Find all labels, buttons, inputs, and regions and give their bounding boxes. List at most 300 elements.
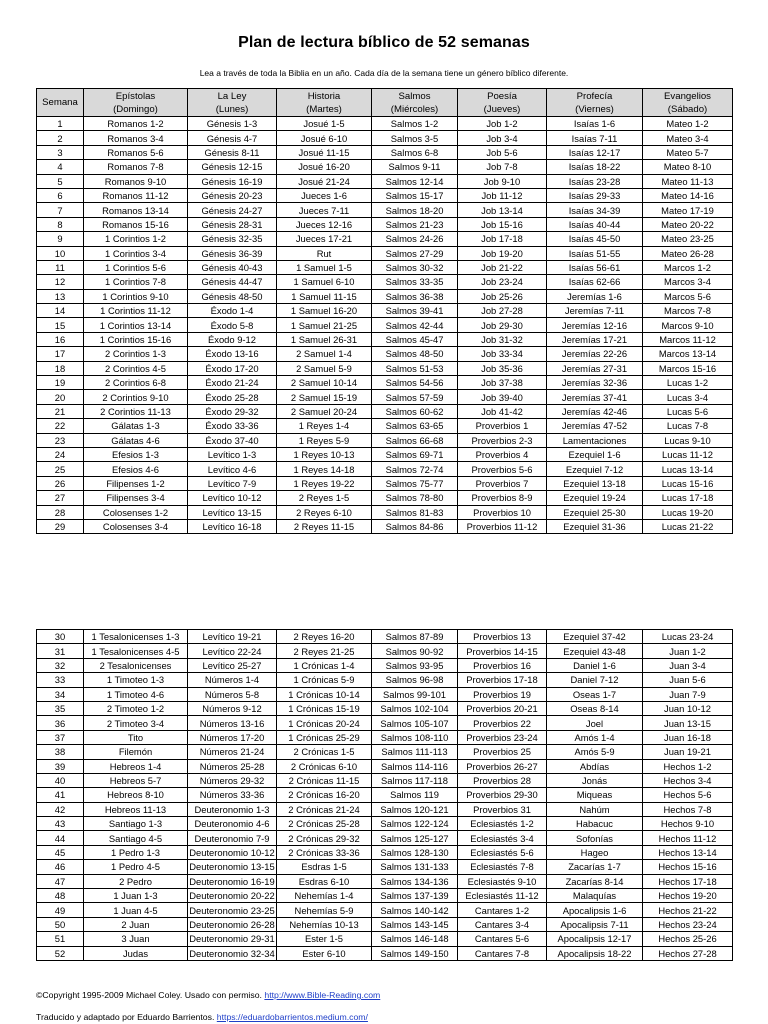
profecia-cell: Jeremías 32-36 (547, 376, 643, 390)
salmos-cell: Salmos 30-32 (372, 260, 458, 274)
evangelios-cell: Lucas 17-18 (643, 491, 733, 505)
profecia-cell: Ezequiel 25-30 (547, 505, 643, 519)
poesia-cell: Proverbios 8-9 (458, 491, 547, 505)
evangelios-cell: Hechos 23-24 (643, 917, 733, 931)
week-number: 28 (37, 505, 84, 519)
poesia-cell: Proverbios 23-24 (458, 730, 547, 744)
profecia-cell: Isaías 56-61 (547, 260, 643, 274)
table-row (37, 232, 733, 246)
week-number: 32 (37, 658, 84, 672)
epistolas-cell: Romanos 9-10 (84, 174, 188, 188)
la-ley-cell: Números 33-36 (188, 788, 277, 802)
week-number: 40 (37, 773, 84, 787)
footer-copyright (36, 990, 380, 1000)
epistolas-cell: Gálatas 4-6 (84, 433, 188, 447)
epistolas-cell: 2 Pedro (84, 874, 188, 888)
historia-cell: 1 Reyes 14-18 (277, 462, 372, 476)
table-row (37, 519, 733, 533)
evangelios-cell: Mateo 17-19 (643, 203, 733, 217)
table-row (37, 203, 733, 217)
la-ley-cell: Números 29-32 (188, 773, 277, 787)
la-ley-cell: Deuteronomio 4-6 (188, 817, 277, 831)
table-row (37, 462, 733, 476)
evangelios-cell: Mateo 8-10 (643, 160, 733, 174)
historia-cell: 1 Samuel 21-25 (277, 318, 372, 332)
historia-cell: 2 Samuel 5-9 (277, 361, 372, 375)
epistolas-cell: Efesios 1-3 (84, 447, 188, 461)
salmos-cell: Salmos 87-89 (372, 630, 458, 644)
epistolas-cell: 1 Pedro 4-5 (84, 860, 188, 874)
la-ley-cell: Génesis 1-3 (188, 117, 277, 131)
poesia-cell: Eclesiastés 7-8 (458, 860, 547, 874)
evangelios-cell: Marcos 7-8 (643, 304, 733, 318)
epistolas-cell: 1 Corintios 3-4 (84, 246, 188, 260)
epistolas-cell: Romanos 3-4 (84, 131, 188, 145)
epistolas-cell: 1 Timoteo 4-6 (84, 687, 188, 701)
salmos-cell: Salmos 90-92 (372, 644, 458, 658)
week-number: 21 (37, 404, 84, 418)
table-row (37, 745, 733, 759)
salmos-cell: Salmos 9-11 (372, 160, 458, 174)
table-row (37, 759, 733, 773)
profecia-cell: Ezequiel 37-42 (547, 630, 643, 644)
week-number: 45 (37, 845, 84, 859)
historia-cell: 2 Crónicas 33-36 (277, 845, 372, 859)
table-row (37, 903, 733, 917)
historia-cell: 2 Samuel 15-19 (277, 390, 372, 404)
la-ley-cell: Génesis 44-47 (188, 275, 277, 289)
week-number: 13 (37, 289, 84, 303)
historia-cell: Jueces 12-16 (277, 217, 372, 231)
historia-cell: 2 Crónicas 16-20 (277, 788, 372, 802)
table-row (37, 644, 733, 658)
profecia-cell: Apocalipsis 12-17 (547, 932, 643, 946)
la-ley-cell: Levítico 7-9 (188, 476, 277, 490)
historia-cell: Esdras 1-5 (277, 860, 372, 874)
table-row (37, 275, 733, 289)
poesia-cell: Proverbios 26-27 (458, 759, 547, 773)
week-number: 31 (37, 644, 84, 658)
poesia-cell: Job 39-40 (458, 390, 547, 404)
week-number: 18 (37, 361, 84, 375)
profecia-cell: Jonás (547, 773, 643, 787)
header-la-ley: La Ley (Lunes) (188, 89, 277, 117)
epistolas-cell: Filemón (84, 745, 188, 759)
week-number: 52 (37, 946, 84, 960)
poesia-cell: Proverbios 11-12 (458, 519, 547, 533)
epistolas-cell: 2 Corintios 11-13 (84, 404, 188, 418)
salmos-cell: Salmos 119 (372, 788, 458, 802)
la-ley-cell: Génesis 48-50 (188, 289, 277, 303)
la-ley-cell: Génesis 4-7 (188, 131, 277, 145)
la-ley-cell: Génesis 12-15 (188, 160, 277, 174)
evangelios-cell: Juan 3-4 (643, 658, 733, 672)
la-ley-cell: Éxodo 5-8 (188, 318, 277, 332)
epistolas-cell: 2 Corintios 4-5 (84, 361, 188, 375)
evangelios-cell: Lucas 23-24 (643, 630, 733, 644)
salmos-cell: Salmos 84-86 (372, 519, 458, 533)
salmos-cell: Salmos 81-83 (372, 505, 458, 519)
profecia-cell: Jeremías 27-31 (547, 361, 643, 375)
poesia-cell: Job 9-10 (458, 174, 547, 188)
la-ley-cell: Deuteronomio 32-34 (189, 947, 275, 959)
week-number: 12 (37, 275, 84, 289)
week-number: 11 (37, 260, 84, 274)
epistolas-cell: 1 Corintios 13-14 (84, 318, 188, 332)
epistolas-cell: 2 Tesalonicenses (84, 658, 188, 672)
evangelios-cell: Marcos 3-4 (643, 275, 733, 289)
profecia-cell: Zacarías 1-7 (547, 860, 643, 874)
bible-reading-link[interactable]: http://www.Bible-Reading.com (264, 990, 381, 1000)
poesia-cell: Job 23-24 (458, 275, 547, 289)
table-row (37, 802, 733, 816)
week-number: 49 (37, 903, 84, 917)
poesia-cell: Proverbios 28 (458, 773, 547, 787)
la-ley-cell: Levítico 16-18 (188, 519, 277, 533)
la-ley-cell: Números 25-28 (188, 759, 277, 773)
historia-cell: Nehemías 1-4 (277, 889, 372, 903)
historia-cell: 2 Crónicas 25-28 (277, 817, 372, 831)
epistolas-cell: 1 Pedro 1-3 (84, 845, 188, 859)
poesia-cell: Job 13-14 (458, 203, 547, 217)
poesia-cell: Proverbios 4 (458, 447, 547, 461)
poesia-cell: Cantares 7-8 (458, 946, 547, 960)
epistolas-cell: Judas (84, 946, 188, 960)
la-ley-cell: Éxodo 21-24 (188, 376, 277, 390)
la-ley-cell: Números 1-4 (188, 673, 277, 687)
evangelios-cell: Marcos 11-12 (643, 332, 733, 346)
historia-cell: 1 Samuel 16-20 (277, 304, 372, 318)
poesia-cell: Eclesiastés 11-12 (458, 889, 547, 903)
evangelios-cell: Marcos 5-6 (643, 289, 733, 303)
header-semana: Semana (37, 89, 84, 117)
la-ley-cell: Deuteronomio 20-22 (189, 890, 275, 902)
evangelios-cell: Hechos 1-2 (643, 759, 733, 773)
evangelios-cell: Mateo 20-22 (643, 217, 733, 231)
table-row (37, 188, 733, 202)
table-row (37, 831, 733, 845)
poesia-cell: Job 11-12 (458, 188, 547, 202)
poesia-cell: Job 1-2 (458, 117, 547, 131)
epistolas-cell: 1 Tesalonicenses 4-5 (84, 644, 188, 658)
la-ley-cell: Levítico 25-27 (188, 658, 277, 672)
evangelios-cell: Hechos 5-6 (643, 788, 733, 802)
week-number: 9 (37, 232, 84, 246)
profecia-cell: Jeremías 7-11 (547, 304, 643, 318)
historia-cell: Ester 6-10 (277, 946, 372, 960)
profecia-cell: Zacarías 8-14 (547, 874, 643, 888)
la-ley-cell: Génesis 16-19 (188, 174, 277, 188)
epistolas-cell: Efesios 4-6 (84, 462, 188, 476)
poesia-cell: Proverbios 29-30 (458, 788, 547, 802)
evangelios-cell: Lucas 1-2 (643, 376, 733, 390)
salmos-cell: Salmos 33-35 (372, 275, 458, 289)
profecia-cell: Isaías 62-66 (547, 275, 643, 289)
header-poesia: Poesía (Jueves) (458, 89, 547, 117)
historia-cell: 2 Samuel 1-4 (277, 347, 372, 361)
poesia-cell: Proverbios 22 (458, 716, 547, 730)
profecia-cell: Daniel 7-12 (547, 673, 643, 687)
week-number: 3 (37, 145, 84, 159)
evangelios-cell: Lucas 21-22 (643, 519, 733, 533)
salmos-cell: Salmos 143-145 (372, 917, 458, 931)
salmos-cell: Salmos 57-59 (372, 390, 458, 404)
table-row (37, 845, 733, 859)
epistolas-cell: Romanos 7-8 (84, 160, 188, 174)
week-number: 39 (37, 759, 84, 773)
profecia-cell: Isaías 18-22 (547, 160, 643, 174)
table-row (37, 217, 733, 231)
salmos-cell: Salmos 117-118 (372, 773, 458, 787)
profecia-cell: Ezequiel 19-24 (547, 491, 643, 505)
la-ley-cell: Éxodo 13-16 (188, 347, 277, 361)
profecia-cell: Isaías 12-17 (547, 145, 643, 159)
salmos-cell: Salmos 108-110 (372, 730, 458, 744)
week-number: 36 (37, 716, 84, 730)
profecia-cell: Apocalipsis 1-6 (547, 903, 643, 917)
poesia-cell: Eclesiastés 1-2 (458, 817, 547, 831)
historia-cell: Josué 16-20 (277, 160, 372, 174)
historia-cell: 2 Reyes 6-10 (277, 505, 372, 519)
week-number: 6 (37, 188, 84, 202)
table-row (37, 817, 733, 831)
evangelios-cell: Juan 1-2 (643, 644, 733, 658)
evangelios-cell: Mateo 26-28 (643, 246, 733, 260)
la-ley-cell: Éxodo 37-40 (188, 433, 277, 447)
week-number: 23 (37, 433, 84, 447)
historia-cell: 2 Crónicas 6-10 (277, 759, 372, 773)
profecia-cell: Ezequiel 1-6 (547, 447, 643, 461)
evangelios-cell: Lucas 19-20 (643, 505, 733, 519)
historia-cell: 1 Samuel 1-5 (277, 260, 372, 274)
table-row (37, 174, 733, 188)
evangelios-cell: Mateo 5-7 (643, 145, 733, 159)
historia-cell: Jueces 1-6 (277, 188, 372, 202)
evangelios-cell: Lucas 9-10 (643, 433, 733, 447)
profecia-cell: Isaías 34-39 (547, 203, 643, 217)
historia-cell: 1 Crónicas 10-14 (277, 687, 372, 701)
profecia-cell: Miqueas (547, 788, 643, 802)
header-historia: Historia (Martes) (277, 89, 372, 117)
salmos-cell: Salmos 48-50 (372, 347, 458, 361)
table-row (37, 318, 733, 332)
poesia-cell: Proverbios 10 (458, 505, 547, 519)
epistolas-cell: Colosenses 3-4 (84, 519, 188, 533)
epistolas-cell: 1 Corintios 7-8 (84, 275, 188, 289)
salmos-cell: Salmos 6-8 (372, 145, 458, 159)
la-ley-cell: Éxodo 17-20 (188, 361, 277, 375)
poesia-cell: Cantares 1-2 (458, 903, 547, 917)
profecia-cell: Isaías 23-28 (547, 174, 643, 188)
profecia-cell: Abdías (547, 759, 643, 773)
week-number: 1 (37, 117, 84, 131)
table-row (37, 673, 733, 687)
salmos-cell: Salmos 60-62 (372, 404, 458, 418)
table-row (37, 491, 733, 505)
table-row (37, 788, 733, 802)
week-number: 5 (37, 174, 84, 188)
epistolas-cell: Santiago 4-5 (84, 831, 188, 845)
la-ley-cell: Levítico 1-3 (188, 447, 277, 461)
la-ley-cell: Éxodo 33-36 (188, 419, 277, 433)
evangelios-cell: Hechos 11-12 (643, 831, 733, 845)
la-ley-cell: Levítico 13-15 (188, 505, 277, 519)
table-row (37, 874, 733, 888)
profecia-cell: Amós 5-9 (547, 745, 643, 759)
author-medium-link[interactable]: https://eduardobarrientos.medium.com/ (216, 1012, 368, 1022)
week-number: 26 (37, 476, 84, 490)
epistolas-cell: Romanos 5-6 (84, 145, 188, 159)
reading-plan-table-part-1 (36, 88, 733, 534)
table-row (37, 246, 733, 260)
poesia-cell: Cantares 3-4 (458, 917, 547, 931)
la-ley-cell: Génesis 36-39 (188, 246, 277, 260)
la-ley-cell: Levítico 22-24 (188, 644, 277, 658)
profecia-cell: Ezequiel 31-36 (547, 519, 643, 533)
epistolas-cell: Santiago 1-3 (84, 817, 188, 831)
week-number: 14 (37, 304, 84, 318)
table-header-row (37, 89, 733, 117)
la-ley-cell: Deuteronomio 13-15 (189, 861, 275, 873)
profecia-cell: Malaquías (547, 889, 643, 903)
table-row (37, 658, 733, 672)
historia-cell: Esdras 6-10 (277, 874, 372, 888)
salmos-cell: Salmos 27-29 (372, 246, 458, 260)
week-number: 46 (37, 860, 84, 874)
historia-cell: 2 Crónicas 11-15 (277, 773, 372, 787)
epistolas-cell: Hebreos 8-10 (84, 788, 188, 802)
historia-cell: 2 Samuel 20-24 (277, 404, 372, 418)
salmos-cell: Salmos 96-98 (372, 673, 458, 687)
table-row (37, 946, 733, 960)
historia-cell: Josué 6-10 (277, 131, 372, 145)
salmos-cell: Salmos 66-68 (372, 433, 458, 447)
profecia-cell: Jeremías 17-21 (547, 332, 643, 346)
week-number: 38 (37, 745, 84, 759)
evangelios-cell: Lucas 15-16 (643, 476, 733, 490)
evangelios-cell: Mateo 3-4 (643, 131, 733, 145)
table-row (37, 860, 733, 874)
header-salmos: Salmos (Miércoles) (372, 89, 458, 117)
header-epistolas: Epístolas (Domingo) (84, 89, 188, 117)
evangelios-cell: Hechos 25-26 (643, 932, 733, 946)
week-number: 42 (37, 802, 84, 816)
profecia-cell: Habacuc (547, 817, 643, 831)
week-number: 48 (37, 889, 84, 903)
evangelios-cell: Hechos 3-4 (643, 773, 733, 787)
poesia-cell: Job 15-16 (458, 217, 547, 231)
week-number: 47 (37, 874, 84, 888)
evangelios-cell: Mateo 1-2 (643, 117, 733, 131)
salmos-cell: Salmos 24-26 (372, 232, 458, 246)
profecia-cell: Jeremías 1-6 (547, 289, 643, 303)
table-row (37, 376, 733, 390)
profecia-cell: Ezequiel 43-48 (547, 644, 643, 658)
table-row (37, 476, 733, 490)
table-row (37, 304, 733, 318)
salmos-cell: Salmos 1-2 (372, 117, 458, 131)
table-row (37, 419, 733, 433)
la-ley-cell: Deuteronomio 16-19 (189, 875, 275, 887)
epistolas-cell: 1 Juan 4-5 (84, 903, 188, 917)
week-number: 17 (37, 347, 84, 361)
table-row (37, 932, 733, 946)
credit-text: Traducido y adaptado por Eduardo Barrientos. (36, 1012, 215, 1022)
week-number: 8 (37, 217, 84, 231)
evangelios-cell: Marcos 15-16 (643, 361, 733, 375)
table-row (37, 687, 733, 701)
historia-cell: 1 Samuel 11-15 (277, 289, 372, 303)
profecia-cell: Isaías 29-33 (547, 188, 643, 202)
week-number: 37 (37, 730, 84, 744)
poesia-cell: Job 37-38 (458, 376, 547, 390)
poesia-cell: Proverbios 2-3 (458, 433, 547, 447)
week-number: 44 (37, 831, 84, 845)
profecia-cell: Ezequiel 7-12 (547, 462, 643, 476)
week-number: 34 (37, 687, 84, 701)
salmos-cell: Salmos 51-53 (372, 361, 458, 375)
poesia-cell: Proverbios 7 (458, 476, 547, 490)
historia-cell: 2 Crónicas 29-32 (277, 831, 372, 845)
epistolas-cell: Hebreos 1-4 (84, 759, 188, 773)
poesia-cell: Cantares 5-6 (458, 932, 547, 946)
table-row (37, 332, 733, 346)
epistolas-cell: 2 Corintios 1-3 (84, 347, 188, 361)
salmos-cell: Salmos 39-41 (372, 304, 458, 318)
evangelios-cell: Marcos 13-14 (643, 347, 733, 361)
profecia-cell: Jeremías 22-26 (547, 347, 643, 361)
salmos-cell: Salmos 45-47 (372, 332, 458, 346)
evangelios-cell: Hechos 19-20 (643, 889, 733, 903)
page-subtitle: Lea a través de toda la Biblia en un año. Cada día de la semana tiene un género bíblico diferente. (199, 68, 569, 78)
salmos-cell: Salmos 140-142 (372, 903, 458, 917)
historia-cell: Josué 21-24 (277, 174, 372, 188)
poesia-cell: Proverbios 19 (458, 687, 547, 701)
evangelios-cell: Hechos 15-16 (643, 860, 733, 874)
epistolas-cell: Filipenses 3-4 (84, 491, 188, 505)
week-number: 19 (37, 376, 84, 390)
salmos-cell: Salmos 78-80 (372, 491, 458, 505)
evangelios-cell: Lucas 7-8 (643, 419, 733, 433)
epistolas-cell: 1 Tesalonicenses 1-3 (84, 630, 188, 644)
evangelios-cell: Mateo 23-25 (643, 232, 733, 246)
poesia-cell: Eclesiastés 5-6 (458, 845, 547, 859)
table-row (37, 447, 733, 461)
la-ley-cell: Génesis 20-23 (188, 188, 277, 202)
evangelios-cell: Marcos 1-2 (643, 260, 733, 274)
historia-cell: 1 Crónicas 1-4 (277, 658, 372, 672)
week-number: 50 (37, 917, 84, 931)
epistolas-cell: Tito (84, 730, 188, 744)
profecia-cell: Jeremías 47-52 (547, 419, 643, 433)
evangelios-cell: Lucas 5-6 (643, 404, 733, 418)
salmos-cell: Salmos 102-104 (372, 701, 458, 715)
salmos-cell: Salmos 93-95 (372, 658, 458, 672)
poesia-cell: Job 3-4 (458, 131, 547, 145)
evangelios-cell: Lucas 3-4 (643, 390, 733, 404)
historia-cell: 1 Reyes 1-4 (277, 419, 372, 433)
la-ley-cell: Números 9-12 (188, 701, 277, 715)
la-ley-cell: Génesis 8-11 (188, 145, 277, 159)
profecia-cell: Amós 1-4 (547, 730, 643, 744)
evangelios-cell: Mateo 11-13 (643, 174, 733, 188)
poesia-cell: Eclesiastés 3-4 (458, 831, 547, 845)
poesia-cell: Job 19-20 (458, 246, 547, 260)
header-evangelios: Evangelios (Sábado) (643, 89, 733, 117)
epistolas-cell: Romanos 1-2 (84, 117, 188, 131)
evangelios-cell: Hechos 7-8 (643, 802, 733, 816)
salmos-cell: Salmos 21-23 (372, 217, 458, 231)
